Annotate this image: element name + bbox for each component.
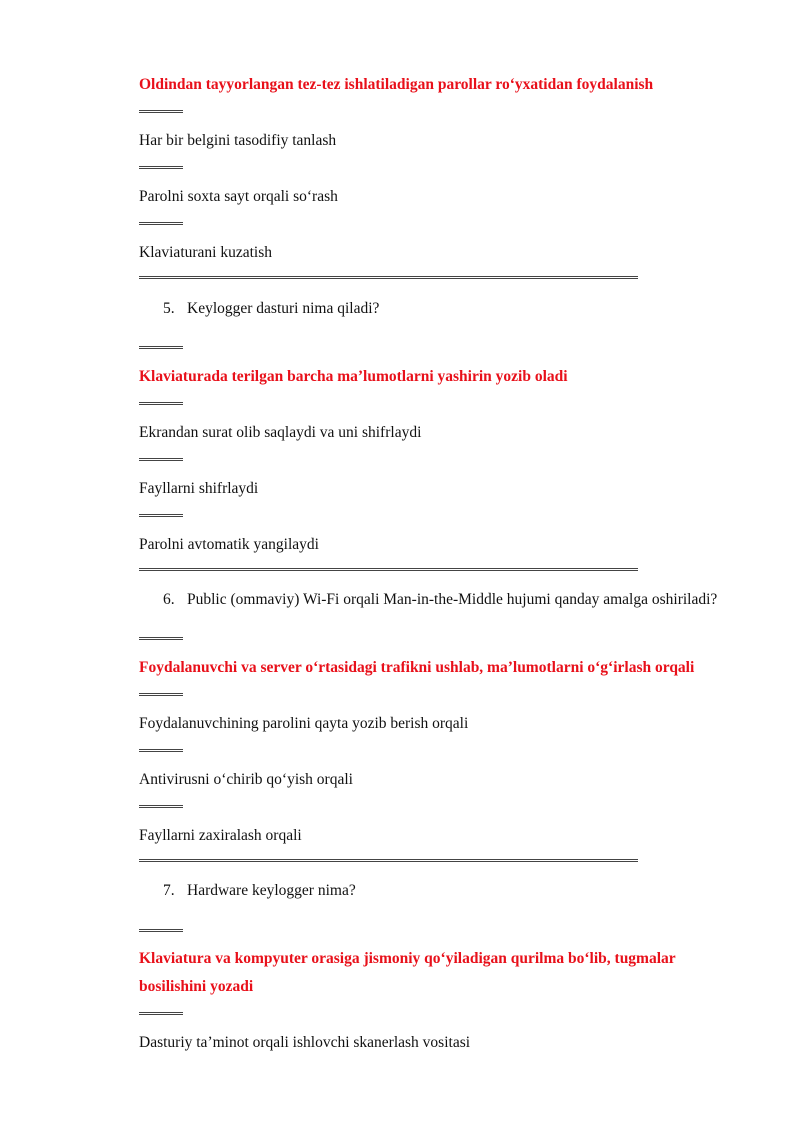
q4-answer-2: Har bir belgini tasodifiy tanlash bbox=[139, 132, 337, 149]
answer-separator bbox=[139, 222, 183, 225]
answer-separator bbox=[139, 929, 183, 932]
question-number: 7. bbox=[163, 882, 175, 899]
answer-separator bbox=[139, 346, 183, 349]
question-6 bbox=[163, 590, 717, 610]
q5-answer-2: Ekrandan surat olib saqlaydi va uni shifrlaydi bbox=[139, 424, 422, 441]
q6-answer-correct: Foydalanuvchi va server o‘rtasidagi trafikni ushlab, ma’lumotlarni o‘g‘irlash orqali bbox=[139, 659, 695, 676]
answer-separator bbox=[139, 749, 183, 752]
answer-separator bbox=[139, 458, 183, 461]
answer-separator bbox=[139, 805, 183, 808]
question-text: Public (ommaviy) Wi-Fi orqali Man-in-the-Middle hujumi qanday amalga oshiriladi? bbox=[187, 591, 718, 608]
q5-answer-4: Parolni avtomatik yangilaydi bbox=[139, 536, 319, 553]
question-text: Hardware keylogger nima? bbox=[187, 882, 356, 899]
q6-answer-3: Antivirusni o‘chirib qo‘yish orqali bbox=[139, 771, 353, 788]
q5-answer-correct: Klaviaturada terilgan barcha ma’lumotlarni yashirin yozib oladi bbox=[139, 368, 568, 385]
q4-answer-4: Klaviaturani kuzatish bbox=[139, 244, 272, 261]
question-separator bbox=[139, 859, 638, 862]
answer-separator bbox=[139, 110, 183, 113]
answer-separator bbox=[139, 637, 183, 640]
q4-answer-correct: Oldindan tayyorlangan tez-tez ishlatiladigan parollar ro‘yxatidan foydalanish bbox=[139, 76, 654, 93]
question-7 bbox=[163, 881, 356, 901]
q6-answer-2: Foydalanuvchining parolini qayta yozib berish orqali bbox=[139, 715, 469, 732]
question-5 bbox=[163, 299, 379, 319]
answer-separator bbox=[139, 514, 183, 517]
question-separator bbox=[139, 276, 638, 279]
answer-separator bbox=[139, 402, 183, 405]
question-number: 5. bbox=[163, 300, 175, 317]
answer-separator bbox=[139, 166, 183, 169]
q4-answer-3: Parolni soxta sayt orqali so‘rash bbox=[139, 188, 338, 205]
q5-answer-3: Fayllarni shifrlaydi bbox=[139, 480, 259, 497]
answer-separator bbox=[139, 1012, 183, 1015]
question-number: 6. bbox=[163, 591, 175, 608]
question-separator bbox=[139, 568, 638, 571]
q7-answer-correct: Klaviatura va kompyuter orasiga jismoniy qo‘yiladigan qurilma bo‘lib, tugmalar bosilishini yozadi bbox=[139, 950, 676, 995]
answer-separator bbox=[139, 693, 183, 696]
question-text: Keylogger dasturi nima qiladi? bbox=[187, 300, 380, 317]
q7-answer-2: Dasturiy ta’minot orqali ishlovchi skanerlash vositasi bbox=[139, 1034, 471, 1051]
q6-answer-4: Fayllarni zaxiralash orqali bbox=[139, 827, 302, 844]
